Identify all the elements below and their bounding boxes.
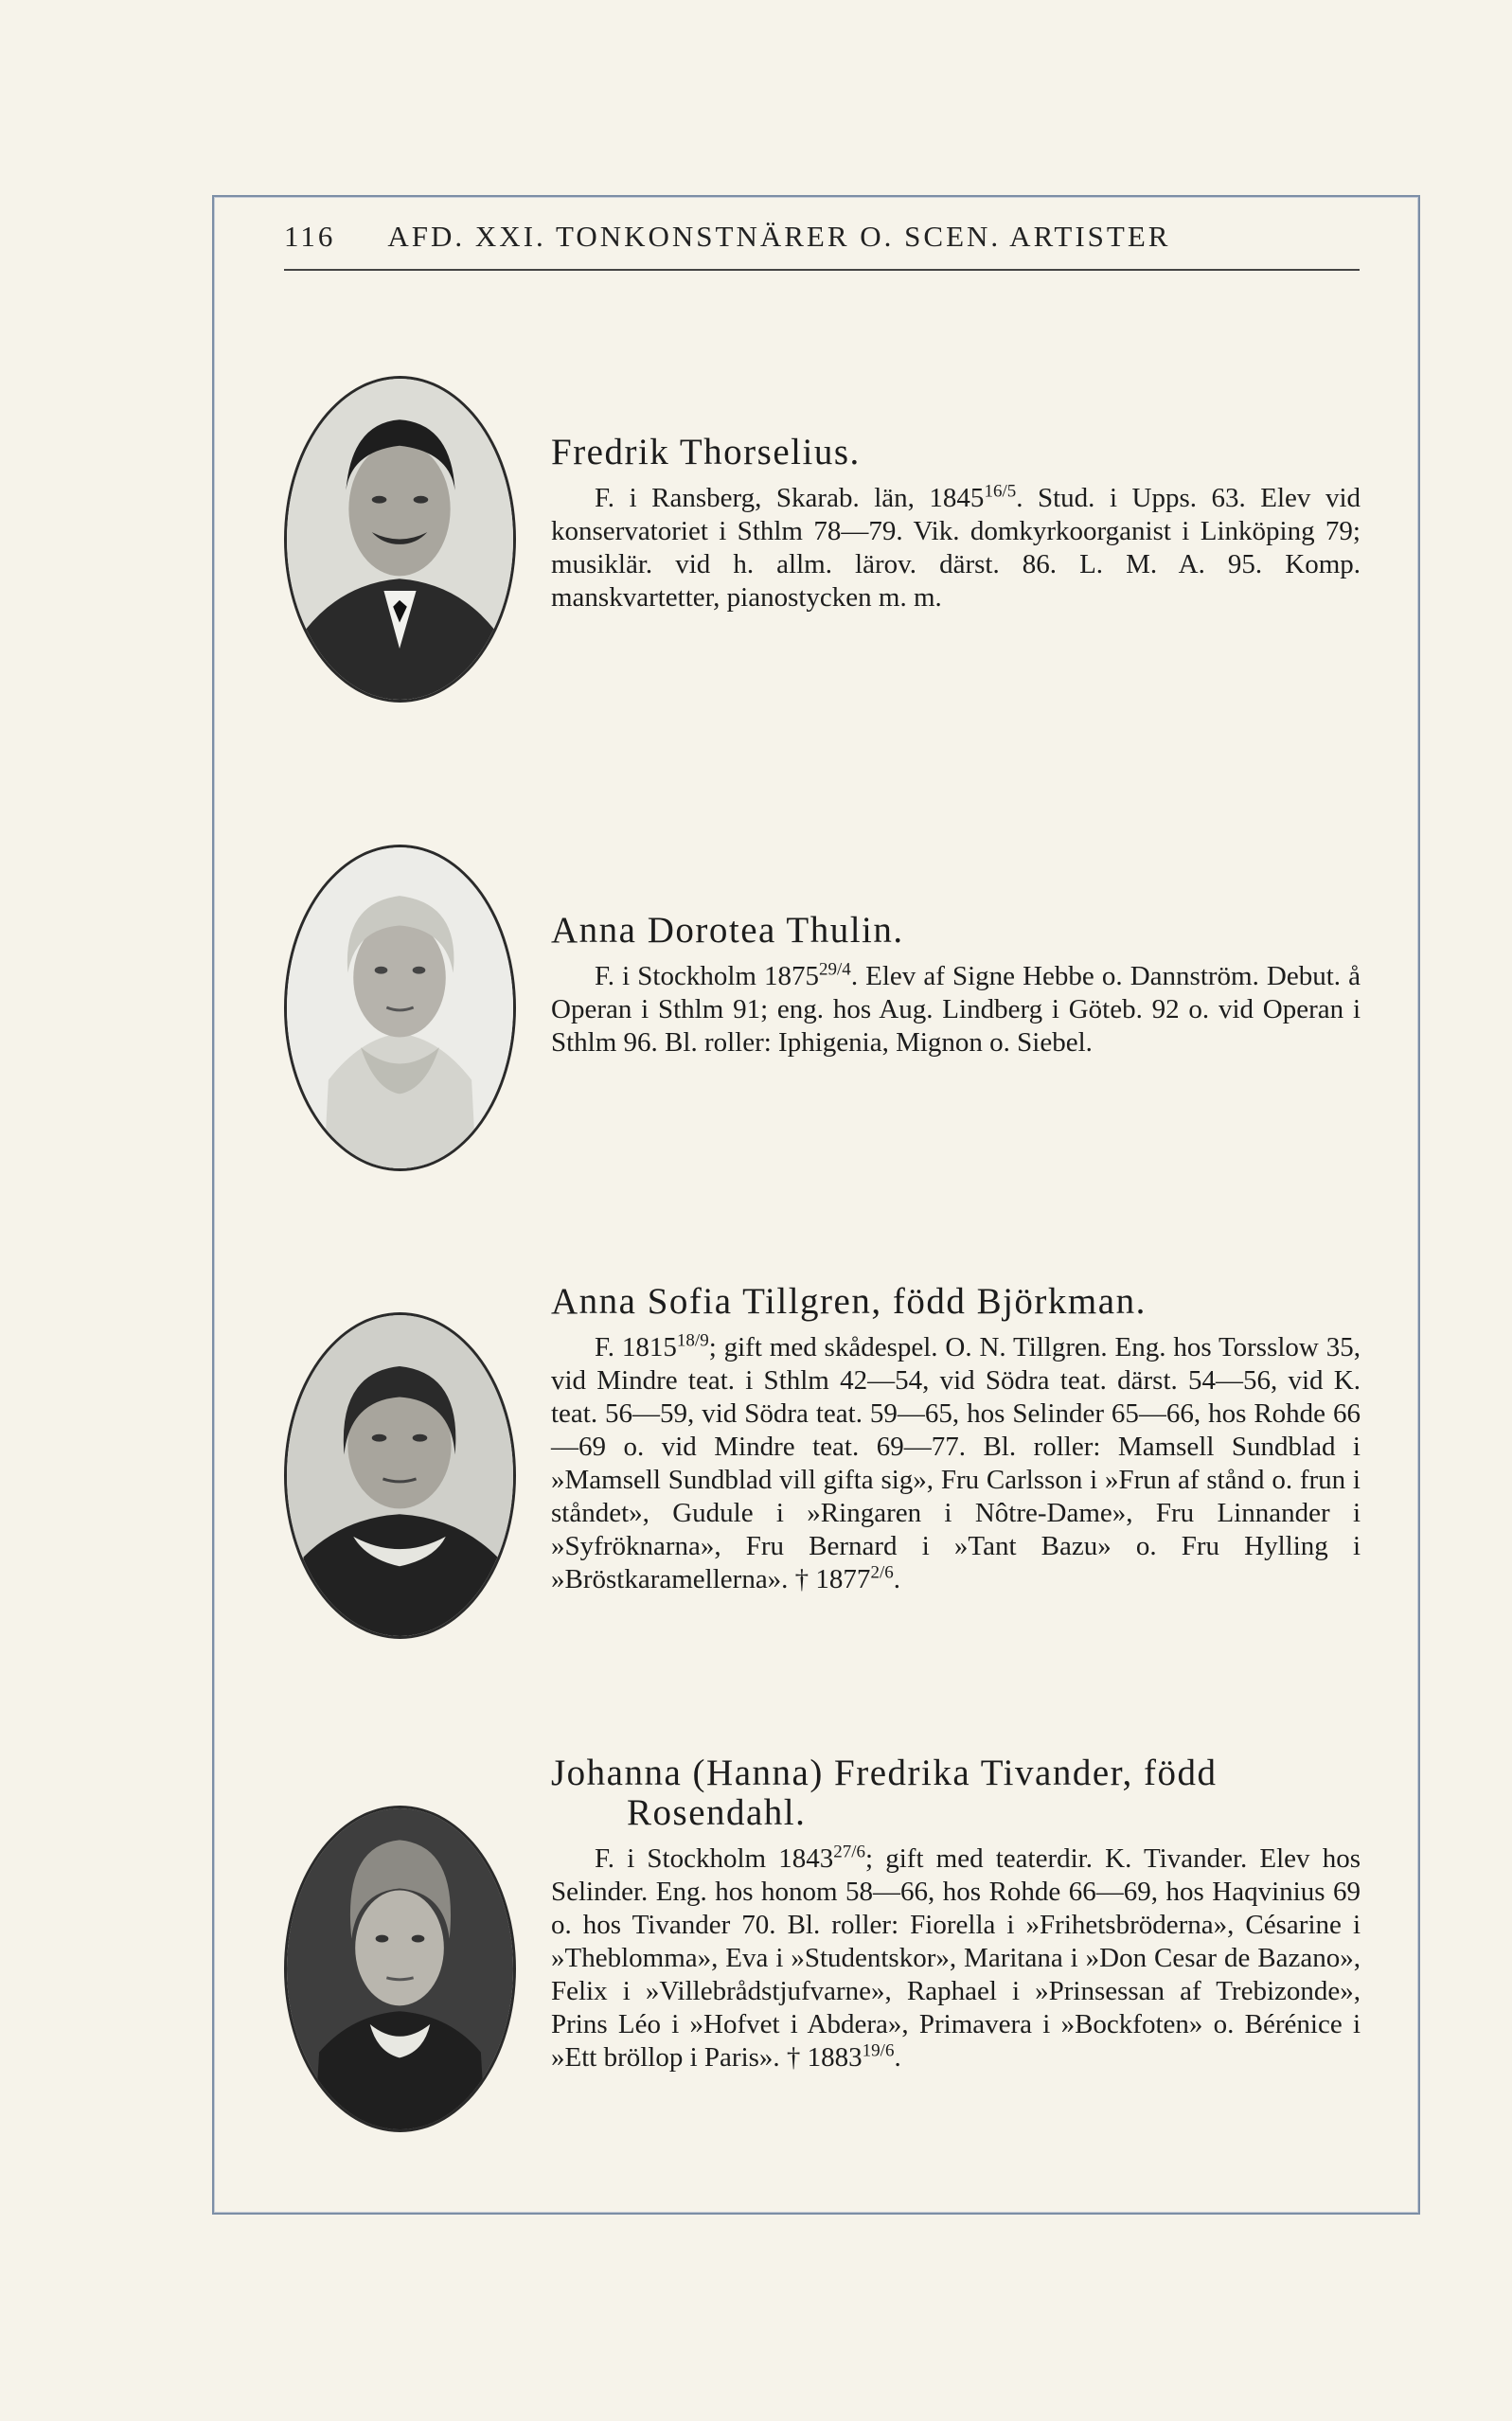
header-rule [284, 269, 1360, 271]
biography [551, 1842, 1361, 2074]
person-name: Anna Dorotea Thulin. [551, 910, 904, 951]
entry-text [551, 911, 1361, 1059]
running-head [284, 220, 1360, 254]
portrait-photo [284, 376, 516, 703]
entry-text [551, 1753, 1361, 2074]
biography [551, 482, 1361, 614]
death-date-fraction: 19/6 [862, 2040, 895, 2061]
portrait-photo [284, 1806, 516, 2132]
bio-text: F. i Ransberg, Skarab. län, 1845 [595, 483, 985, 513]
portrait-photo [284, 845, 516, 1171]
person-name: Johanna (Hanna) Fredrika Tivander, född Rosendahl. [551, 1753, 1218, 1833]
death-date-fraction: 2/6 [870, 1562, 894, 1583]
page-number: 116 [284, 220, 336, 253]
bio-text: ; gift med teaterdir. K. Tivander. Elev hos Selinder. Eng. hos honom 58—66, hos Rohde 66—69, hos Haqvinius 69 o. hos Tivander 70. Bl. roller: Fiorella i »Frihetsbröderna», Césarine i »Theblomma», Eva i »Studentskor», Maritana i »Don Cesar de Bazano», Felix i »Villebrådstjufvarne», Raphael i »Prinsessan af Trebizonde», Prins Léo i »Hofvet i Abdera», Primavera i »Bockfoten» o. Bérénice i »Ett bröllop i Paris». † 1883 [551, 1843, 1361, 2073]
biography [551, 960, 1361, 1059]
person-name: Anna Sofia Tillgren, född Björkman. [551, 1281, 1147, 1322]
birth-date-fraction: 29/4 [819, 959, 851, 980]
portrait-photo [284, 1312, 516, 1639]
bio-text: . Stud. i Upps. 63. Elev vid konservatoriet i Sthlm 78—79. Vik. domkyrkoorganist i Linköping 79; musiklär. vid h. allm. lärov. därst. 86. L. M. A. 95. Komp. manskvartetter, pianostycken m. m. [551, 483, 1361, 613]
bio-text: ; gift med skådespel. O. N. Tillgren. Eng. hos Torsslow 35, vid Mindre teat. i Sthlm 42—54, vid Södra teat. därst. 54—56, vid K. teat. 56—59, vid Södra teat. 59—65, hos Selinder 65—66, hos Rohde 66—69 o. vid Mindre teat. 69—77. Bl. roller: Mamsell Sundblad i »Mamsell Sundblad vill gifta sig», Fru Carlsson i »Frun af stånd o. frun i ståndet», Gudule i »Ringaren i Nôtre-Dame», Fru Linnander i »Syfröknarna», Fru Bernard i »Tant Bazu» o. Fru Hylling i »Bröstkaramellerna». † 1877 [551, 1332, 1361, 1594]
bio-text: . [893, 1564, 900, 1594]
bio-text: F. i Stockholm 1875 [595, 961, 820, 991]
bio-text: F. 1815 [595, 1332, 677, 1362]
person-name: Fredrik Thorselius. [551, 432, 861, 472]
birth-date-fraction: 18/9 [676, 1330, 709, 1351]
birth-date-fraction: 27/6 [833, 1842, 866, 1862]
bio-text: F. i Stockholm 1843 [595, 1843, 834, 1874]
entry-text [551, 433, 1361, 614]
biography [551, 1331, 1361, 1596]
bio-text: . [894, 2042, 901, 2073]
entry-text [551, 1282, 1361, 1596]
birth-date-fraction: 16/5 [984, 481, 1017, 502]
section-title: AFD. XXI. TONKONSTNÄRER O. SCEN. ARTISTER [387, 220, 1171, 253]
bio-text: . Elev af Signe Hebbe o. Dannström. Debut. å Operan i Sthlm 91; eng. hos Aug. Lindberg i Göteb. 92 o. vid Operan i Sthlm 96. Bl. roller: Iphigenia, Mignon o. Siebel. [551, 961, 1361, 1058]
